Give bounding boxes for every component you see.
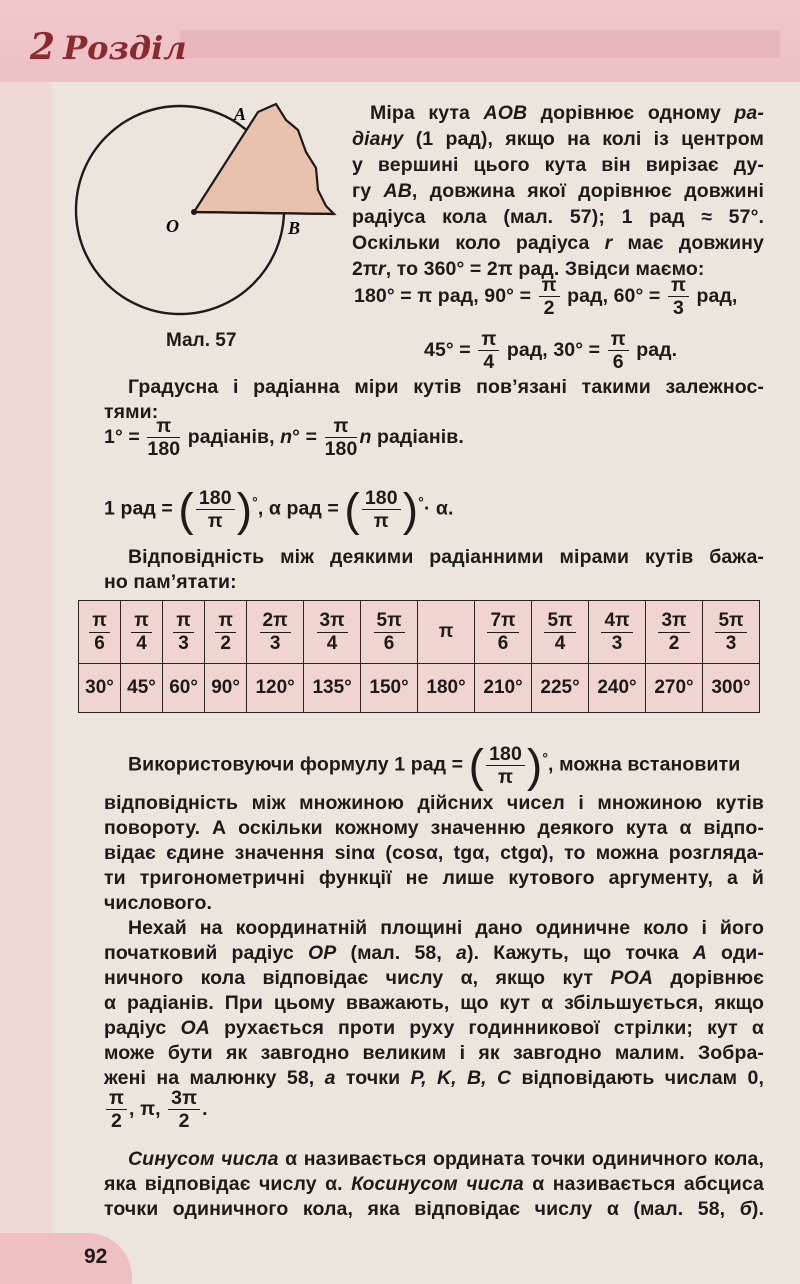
figure-label-b: B — [288, 218, 301, 238]
sine-line-1: Синусом числа α називається ордината точки одиничного кола, — [128, 1148, 764, 1170]
unit-line-7: жені на малюнку 58, а точки P, K, B, C відповідають числам 0, — [104, 1067, 764, 1089]
equation-degrees-1: 180° = π рад, 90° = $\frac{\pi}{2}$ рад, 60° = $\frac{\pi}{3}$ рад, — [354, 274, 738, 320]
unit-line-1: Нехай на координатній площині дано одиничне коло і його — [128, 917, 764, 939]
radian-cell: $\frac{\pi}{3}$ — [163, 601, 205, 664]
using-line-2: відповідність між множиною дійсних чисел і множиною кутів — [104, 792, 764, 814]
figure-caption: Мал. 57 — [166, 330, 237, 351]
intro-line-3: у вершині цього кута він вирізає ду- — [352, 154, 764, 176]
intro-line-6: Оскільки коло радіуса r має довжину — [352, 232, 764, 254]
using-line-6: числового. — [104, 892, 213, 914]
unit-line-6: може бути як завгодно великим і як завгодно малим. Зобра- — [104, 1042, 764, 1064]
unit-line-3: ничного кола відповідає числу α, якщо кут POA дорівнює — [104, 967, 764, 989]
intro-line-4: гу AB, довжина якої дорівнює довжині — [352, 180, 764, 202]
side-band — [0, 0, 52, 1284]
figure-sector — [194, 104, 334, 214]
degree-cell: 180° — [418, 664, 475, 713]
chapter-header — [0, 0, 800, 82]
unit-line-5: радіус OA рухається проти руху годинникової стрілки; кут α — [104, 1017, 764, 1039]
radian-cell: $\frac{4\pi}{3}$ — [589, 601, 646, 664]
radian-cell: $\frac{3\pi}{2}$ — [646, 601, 703, 664]
degree-cell: 135° — [304, 664, 361, 713]
radian-cell: π — [418, 601, 475, 664]
chapter-word: Розділ — [63, 29, 187, 67]
sine-line-2: яка відповідає числу α. Косинусом числа α називається абсциса — [104, 1173, 764, 1195]
using-line-4: відає єдине значення sinα (cosα, tgα, ctgα), то можна розгляда- — [104, 842, 764, 864]
degree-cell: 150° — [361, 664, 418, 713]
radian-cell: $\frac{2\pi}{3}$ — [247, 601, 304, 664]
page-number-tab — [0, 1233, 132, 1284]
page-number: 92 — [84, 1245, 108, 1268]
relation-line-2: тями: — [104, 401, 159, 423]
figure-label-a: A — [234, 104, 247, 124]
equation-radian: 1 рад = ( $\frac{180}{\pi}$ )°, α рад = ( $\frac{180}{\pi}$ )°· α. — [104, 483, 454, 536]
degree-cell: 60° — [163, 664, 205, 713]
degree-cell: 210° — [475, 664, 532, 713]
using-line-5: ти тригонометричні функції не лише кутового аргументу, а й — [104, 867, 764, 889]
sine-line-3: точки одиничного кола, яка відповідає числу α (мал. 58, б). — [104, 1198, 764, 1220]
radian-cell: $\frac{7\pi}{6}$ — [475, 601, 532, 664]
degree-cell: 225° — [532, 664, 589, 713]
radian-cell: $\frac{\pi}{4}$ — [121, 601, 163, 664]
unit-line-2: початковий радіус OP (мал. 58, а). Кажуть, що точка A оди- — [104, 942, 764, 964]
radian-row — [79, 601, 760, 664]
radian-cell: $\frac{5\pi}{6}$ — [361, 601, 418, 664]
radian-cell: $\frac{\pi}{6}$ — [79, 601, 121, 664]
intro-line-5: радіуса кола (мал. 57); 1 рад ≈ 57°. — [352, 206, 764, 228]
degree-cell: 240° — [589, 664, 646, 713]
intro-line-1: Міра кута AOB дорівнює одному ра- — [370, 102, 764, 124]
unit-line-8: $\frac{\pi}{2}$ , π, $\frac{3\pi}{2}$ . — [104, 1084, 764, 1134]
equation-degrees-2: 45° = $\frac{\pi}{4}$ рад, 30° = $\frac{\pi}{6}$ рад. — [424, 328, 678, 374]
chapter-number: 2 — [30, 26, 56, 68]
radian-degree-table — [78, 600, 760, 713]
degree-row — [79, 664, 760, 713]
degree-cell: 120° — [247, 664, 304, 713]
using-line-1: Використовуючи формулу 1 рад = ( $\frac{180}{\pi}$ )°, можна встановити — [128, 739, 741, 792]
degree-cell: 300° — [703, 664, 760, 713]
using-line-3: повороту. А оскільки кожному значенню деякого кута α відпо- — [104, 817, 764, 839]
degree-cell: 30° — [79, 664, 121, 713]
degree-cell: 270° — [646, 664, 703, 713]
chapter-title — [30, 26, 187, 68]
remember-line-2: но пам’ятати: — [104, 571, 237, 593]
figure-center-point — [191, 209, 197, 215]
remember-line-1: Відповідність між деякими радіанними мірами кутів бажа- — [128, 546, 764, 568]
equation-relation: 1° = $\frac{\pi}{180}$ радіанів, n° = $\frac{\pi}{180}$ n радіанів. — [104, 415, 464, 461]
header-band — [180, 30, 780, 58]
radian-cell: $\frac{\pi}{2}$ — [205, 601, 247, 664]
relation-line-1: Градусна і радіанна міри кутів пов’язані такими залежнос- — [128, 376, 764, 398]
intro-line-2: діану (1 рад), якщо на колі із центром — [352, 128, 764, 150]
figure-label-o: O — [166, 216, 179, 236]
radian-cell: $\frac{5\pi}{4}$ — [532, 601, 589, 664]
unit-line-4: α радіанів. При цьому вважають, що кут α збільшується, якщо — [104, 992, 764, 1014]
degree-cell: 90° — [205, 664, 247, 713]
intro-line-7: 2πr, то 360° = 2π рад. Звідси маємо: — [352, 258, 705, 280]
radian-cell: $\frac{5\pi}{3}$ — [703, 601, 760, 664]
degree-cell: 45° — [121, 664, 163, 713]
radian-cell: $\frac{3\pi}{4}$ — [304, 601, 361, 664]
